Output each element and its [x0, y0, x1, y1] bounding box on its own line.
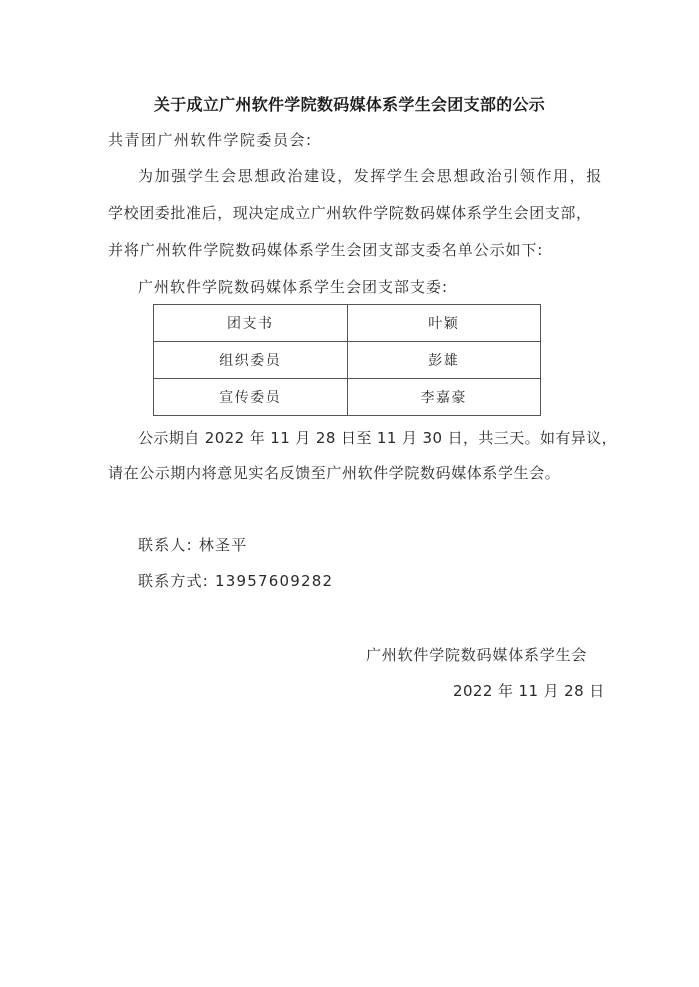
member-name: 彭雄 [347, 342, 541, 379]
paragraph-line: 请在公示期内将意见实名反馈至广州软件学院数码媒体系学生会。 [108, 464, 561, 482]
signature-organization: 广州软件学院数码媒体系学生会 [366, 646, 588, 664]
paragraph-line: 为加强学生会思想政治建设，发挥学生会思想政治引领作用，报 [138, 167, 603, 185]
paragraph-line: 公示期自 2022 年 11 月 28 日至 11 月 30 日，共三天。如有异议， [138, 429, 618, 447]
table-row [154, 305, 541, 342]
member-name: 李嘉豪 [347, 379, 541, 416]
paragraph-line: 学校团委批准后，现决定成立广州软件学院数码媒体系学生会团支部， [108, 204, 592, 222]
member-role: 组织委员 [154, 342, 348, 379]
member-role: 团支书 [154, 305, 348, 342]
contact-person: 联系人: 林圣平 [138, 536, 248, 554]
salutation: 共青团广州软件学院委员会: [108, 131, 313, 149]
member-list-intro: 广州软件学院数码媒体系学生会团支部支委: [138, 278, 449, 296]
document-title: 关于成立广州软件学院数码媒体系学生会团支部的公示 [153, 95, 546, 114]
member-name: 叶颖 [347, 305, 541, 342]
table-row [154, 342, 541, 379]
table-row [154, 379, 541, 416]
member-table [153, 304, 541, 416]
member-role: 宣传委员 [154, 379, 348, 416]
paragraph-line: 并将广州软件学院数码媒体系学生会团支部支委名单公示如下: [108, 241, 544, 259]
contact-phone: 联系方式: 13957609282 [138, 572, 334, 590]
signature-date: 2022 年 11 月 28 日 [453, 682, 605, 700]
